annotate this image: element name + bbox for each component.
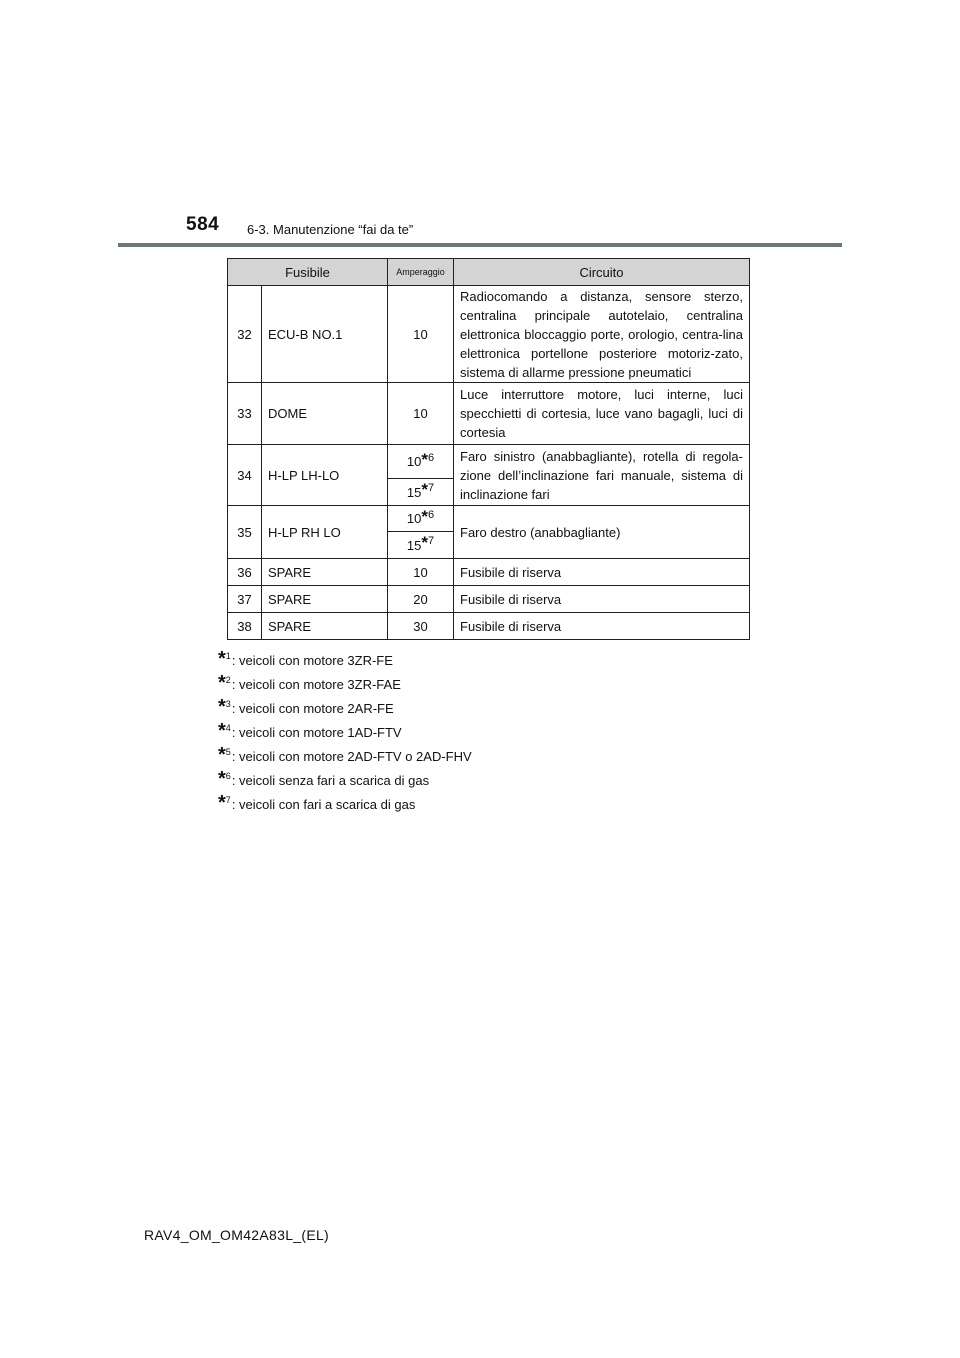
footnote-item	[218, 648, 472, 675]
footnote-text: : veicoli con fari a scarica di gas	[231, 797, 416, 812]
fuse-amperage: 10	[388, 286, 454, 383]
asterisk-icon: *	[421, 533, 428, 553]
asterisk-icon: *	[421, 506, 428, 526]
fuse-number: 35	[228, 506, 262, 559]
footnote-number: 7	[225, 795, 231, 805]
footnote-number: 6	[225, 771, 231, 781]
footnote-number: 1	[225, 651, 231, 661]
asterisk-icon: *	[218, 696, 226, 718]
footnote-ref: 6	[427, 508, 435, 521]
footnote-item	[218, 792, 472, 819]
table-row	[228, 613, 750, 640]
asterisk-icon: *	[218, 648, 226, 670]
footnote-text: : veicoli senza fari a scarica di gas	[231, 773, 430, 788]
fuse-name: H-LP LH-LO	[262, 445, 388, 506]
footnote-text: : veicoli con motore 3ZR-FAE	[231, 677, 401, 692]
fuse-amperage	[388, 506, 454, 532]
amperage-value: 10	[406, 454, 422, 469]
amperage-value: 15	[406, 537, 422, 553]
footnote-item	[218, 720, 472, 747]
fuse-table	[227, 258, 750, 640]
asterisk-icon: *	[218, 672, 226, 694]
asterisk-icon: *	[218, 768, 226, 790]
footnote-marker	[421, 506, 435, 526]
footnotes	[218, 648, 472, 819]
asterisk-icon: *	[421, 480, 428, 500]
footnote-text: : veicoli con motore 1AD-FTV	[231, 725, 402, 740]
fuse-circuit: Fusibile di riserva	[454, 586, 750, 613]
table-header-row	[228, 259, 750, 286]
header-rule	[118, 243, 842, 247]
footnote-text: : veicoli con motore 2AD-FTV o 2AD-FHV	[231, 749, 472, 764]
table-row	[228, 445, 750, 479]
footnote-marker	[421, 449, 435, 469]
footnote-marker	[421, 533, 435, 553]
fuse-amperage: 30	[388, 613, 454, 640]
fuse-name: SPARE	[262, 613, 388, 640]
column-header-fusibile: Fusibile	[228, 259, 388, 286]
fuse-amperage	[388, 445, 454, 479]
amperage-value: 15	[406, 484, 422, 500]
fuse-amperage: 10	[388, 383, 454, 445]
table-row	[228, 586, 750, 613]
page-number: 584	[186, 214, 220, 235]
table-row	[228, 383, 750, 445]
section-title: 6-3. Manutenzione “fai da te”	[247, 222, 414, 237]
footnote-item	[218, 696, 472, 723]
document-code: RAV4_OM_OM42A83L_(EL)	[144, 1227, 330, 1243]
footnote-marker	[421, 480, 435, 500]
footnote-number: 2	[225, 675, 231, 685]
fuse-name: ECU-B NO.1	[262, 286, 388, 383]
footnote-ref: 7	[427, 482, 435, 495]
asterisk-icon: *	[218, 720, 226, 742]
fuse-circuit: Faro sinistro (anabbagliante), rotella di regola-zione dell’inclinazione fari manuale, sistema di inclinazione fari	[454, 445, 750, 506]
asterisk-icon: *	[218, 792, 226, 814]
fuse-circuit: Radiocomando a distanza, sensore sterzo, centralina principale autotelaio, centralina elettronica bloccaggio porte, orologio, centra-lina elettronica portellone posteriore motoriz-zato, sistema di allarme pressione pneumatici	[454, 286, 750, 383]
asterisk-icon: *	[218, 744, 226, 766]
fuse-amperage: 20	[388, 586, 454, 613]
fuse-number: 34	[228, 445, 262, 506]
fuse-circuit: Fusibile di riserva	[454, 613, 750, 640]
fuse-number: 33	[228, 383, 262, 445]
footnote-number: 5	[225, 747, 231, 757]
fuse-number: 38	[228, 613, 262, 640]
fuse-circuit: Fusibile di riserva	[454, 559, 750, 586]
fuse-name: H-LP RH LO	[262, 506, 388, 559]
table-row	[228, 559, 750, 586]
fuse-amperage	[388, 479, 454, 506]
fuse-circuit: Luce interruttore motore, luci interne, luci specchietti di cortesia, luce vano bagagli, luci di cortesia	[454, 383, 750, 445]
footnote-text: : veicoli con motore 3ZR-FE	[231, 653, 393, 668]
footnote-ref: 6	[427, 451, 435, 464]
amperage-value: 10	[406, 511, 422, 526]
fuse-name: SPARE	[262, 559, 388, 586]
footnote-text: : veicoli con motore 2AR-FE	[231, 701, 394, 716]
footnote-item	[218, 744, 472, 771]
fuse-name: DOME	[262, 383, 388, 445]
fuse-amperage	[388, 532, 454, 559]
fuse-number: 37	[228, 586, 262, 613]
fuse-number: 32	[228, 286, 262, 383]
footnote-item	[218, 768, 472, 795]
fuse-name: SPARE	[262, 586, 388, 613]
table-row	[228, 506, 750, 532]
asterisk-icon: *	[421, 449, 428, 469]
fuse-circuit: Faro destro (anabbagliante)	[454, 506, 750, 559]
column-header-circuito: Circuito	[454, 259, 750, 286]
footnote-number: 3	[225, 699, 231, 709]
fuse-number: 36	[228, 559, 262, 586]
fuse-amperage: 10	[388, 559, 454, 586]
column-header-amperaggio: Amperaggio	[388, 259, 454, 286]
footnote-ref: 7	[427, 535, 435, 548]
table-row	[228, 286, 750, 383]
footnote-item	[218, 672, 472, 699]
footnote-number: 4	[225, 723, 231, 733]
